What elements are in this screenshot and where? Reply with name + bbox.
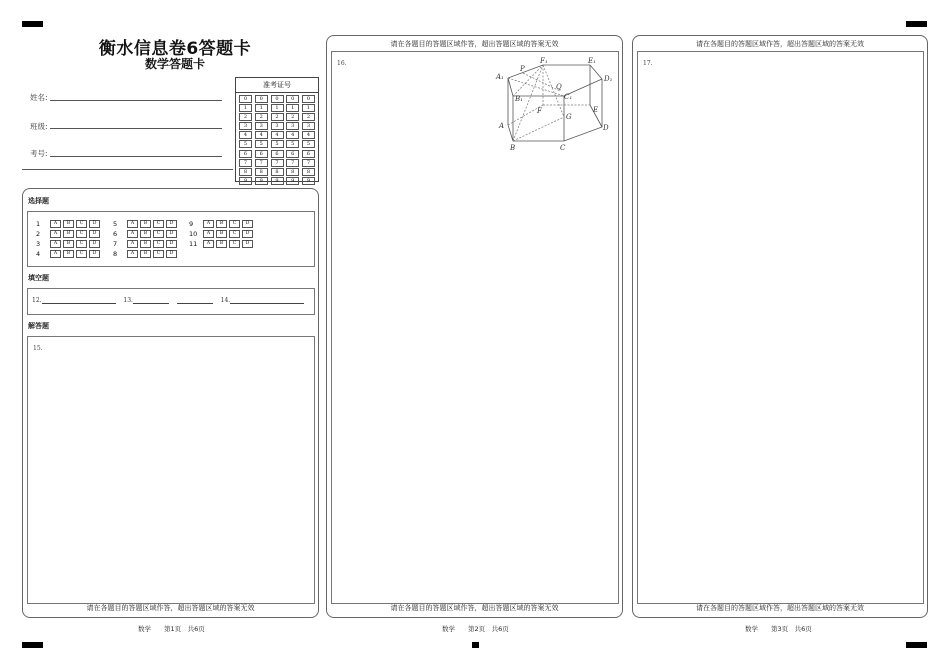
label-a1: A₁ [496, 73, 504, 81]
mcq-option-bubble[interactable]: B [140, 230, 151, 238]
exam-id-bubble[interactable]: 0 [239, 95, 252, 103]
name-label: 姓名: [30, 93, 48, 102]
label-f: F [537, 107, 542, 115]
mcq-option-bubble[interactable]: D [89, 240, 100, 248]
name-field[interactable] [50, 100, 222, 101]
label-b1: B₁ [515, 95, 523, 103]
mcq-option-bubble[interactable]: C [76, 230, 87, 238]
exam-id-bubble[interactable]: 2 [302, 113, 315, 121]
q15-answer-box[interactable] [27, 336, 315, 604]
mcq-option-bubble[interactable]: D [242, 240, 253, 248]
label-g: G [566, 113, 572, 121]
exam-id-bubble[interactable]: 5 [302, 140, 315, 148]
fill-row [32, 296, 304, 304]
mcq-option-bubble[interactable]: C [76, 220, 87, 228]
mcq-option-bubble[interactable]: C [76, 250, 87, 258]
exam-id-bubble[interactable]: 8 [239, 168, 252, 176]
mcq-option-bubble[interactable]: B [63, 220, 74, 228]
mcq-option-bubble[interactable]: B [63, 250, 74, 258]
exam-id-bubble[interactable]: 6 [302, 150, 315, 158]
alignment-mark-top-left [22, 21, 43, 27]
q14-blank[interactable] [230, 296, 304, 304]
exam-id-bubble[interactable]: 9 [286, 177, 299, 185]
exam-id-box [235, 77, 319, 182]
exam-id-bubble[interactable]: 4 [271, 131, 284, 139]
mcq-option-bubble[interactable]: C [153, 240, 164, 248]
page2-warning: 请在各题目的答题区域作答，超出答题区域的答案无效 [390, 604, 559, 612]
exam-id-bubble[interactable]: 9 [271, 177, 284, 185]
mcq-option-bubble[interactable]: B [140, 250, 151, 258]
exam-id-bubble[interactable]: 4 [302, 131, 315, 139]
label-a: A [499, 122, 505, 130]
exam-id-bubble[interactable]: 9 [255, 177, 268, 185]
mcq-question-number: 3 [36, 240, 41, 248]
mcq-option-bubble[interactable]: D [89, 230, 100, 238]
q16-label: 16. [337, 60, 347, 67]
mcq-row [36, 250, 102, 258]
mcq-row [189, 240, 255, 248]
exam-id-bubble[interactable]: 3 [302, 122, 315, 130]
exam-id-bubble[interactable]: 0 [255, 95, 268, 103]
prism-figure [490, 55, 615, 155]
mcq-option-bubble[interactable]: D [242, 230, 253, 238]
label-e1: E₁ [588, 57, 596, 65]
section-fill-title: 填空题 [28, 274, 49, 282]
mcq-option-bubble[interactable]: A [50, 250, 61, 258]
exam-id-bubble[interactable]: 8 [286, 168, 299, 176]
sheet-title: 衡水信息卷6答题卡 [98, 39, 252, 59]
mcq-option-bubble[interactable]: B [63, 240, 74, 248]
mcq-question-number: 5 [113, 220, 118, 228]
class-label: 班级: [30, 122, 48, 131]
mcq-option-bubble[interactable]: C [153, 220, 164, 228]
alignment-mark-top-right [906, 21, 927, 27]
mcq-option-bubble[interactable]: B [140, 240, 151, 248]
label-c1: C₁ [564, 93, 573, 101]
exam-id-bubble[interactable]: 1 [302, 104, 315, 112]
exam-id-bubble[interactable]: 2 [286, 113, 299, 121]
alignment-mark-bottom-left [22, 642, 43, 648]
mcq-question-number: 9 [189, 220, 194, 228]
mcq-option-bubble[interactable]: D [166, 220, 177, 228]
mcq-row [36, 220, 102, 228]
mcq-option-bubble[interactable]: A [50, 240, 61, 248]
exam-id-bubble[interactable]: 6 [271, 150, 284, 158]
exam-id-column [302, 95, 315, 186]
info-divider [22, 169, 233, 170]
exam-id-bubble[interactable]: 1 [286, 104, 299, 112]
section-choice-title: 选择题 [28, 197, 49, 205]
exam-id-bubble[interactable]: 6 [239, 150, 252, 158]
line-bg [513, 117, 564, 141]
line-pq [523, 73, 560, 91]
mcq-question-number: 11 [189, 240, 198, 248]
exam-id-bubble[interactable]: 9 [302, 177, 315, 185]
label-d1: D₁ [604, 75, 613, 83]
section-solve-title: 解答题 [28, 322, 49, 330]
exam-id-grid [236, 93, 318, 186]
page3-warning: 请在各题目的答题区域作答，超出答题区域的答案无效 [696, 604, 864, 612]
mcq-option-bubble[interactable]: B [216, 230, 227, 238]
q13-blank-1[interactable] [133, 296, 169, 304]
page2-footer: 数学 第2页 共6页 [442, 625, 509, 633]
label-f1: F₁ [540, 57, 548, 65]
mcq-option-bubble[interactable]: A [127, 240, 138, 248]
q12-label: 12. [32, 297, 42, 304]
class-field[interactable] [50, 128, 222, 129]
exam-id-bubble[interactable]: 8 [302, 168, 315, 176]
mcq-option-bubble[interactable]: A [50, 220, 61, 228]
mcq-option-bubble[interactable]: A [127, 250, 138, 258]
mcq-option-bubble[interactable]: D [166, 240, 177, 248]
exam-id-bubble[interactable]: 1 [255, 104, 268, 112]
mcq-option-bubble[interactable]: A [203, 240, 214, 248]
mcq-option-bubble[interactable]: B [216, 240, 227, 248]
exam-id-bubble[interactable]: 6 [255, 150, 268, 158]
mcq-option-bubble[interactable]: D [242, 220, 253, 228]
q13-label: 13. [123, 297, 133, 304]
exam-id-bubble[interactable]: 6 [286, 150, 299, 158]
mcq-option-bubble[interactable]: B [63, 230, 74, 238]
mcq-option-bubble[interactable]: C [229, 240, 240, 248]
page3-top-warning: 请在各题目的答题区域作答，超出答题区域的答案无效 [696, 40, 864, 48]
exam-id-bubble[interactable]: 7 [302, 159, 315, 167]
mcq-row [189, 220, 255, 228]
mcq-option-bubble[interactable]: D [166, 250, 177, 258]
mcq-option-bubble[interactable]: D [89, 250, 100, 258]
page2-top-warning: 请在各题目的答题区域作答，超出答题区域的答案无效 [390, 40, 559, 48]
exam-id-bubble[interactable]: 5 [271, 140, 284, 148]
exam-id-bubble[interactable]: 7 [271, 159, 284, 167]
page1-footer: 数学 第1页 共6页 [138, 625, 205, 633]
mcq-row [36, 240, 102, 248]
line-bf1 [513, 65, 543, 141]
exam-id-bubble[interactable]: 3 [255, 122, 268, 130]
alignment-mark-bottom-right [906, 642, 927, 648]
exam-id-column [239, 95, 252, 186]
prism-outline [508, 65, 602, 141]
q15-label: 15. [33, 345, 43, 352]
exam-id-column [286, 95, 299, 186]
mcq-option-bubble[interactable]: A [203, 230, 214, 238]
q12-blank[interactable] [42, 296, 116, 304]
exam-id-bubble[interactable]: 5 [239, 140, 252, 148]
q13-blank-2[interactable] [177, 296, 213, 304]
label-b: B [510, 144, 516, 152]
mcq-question-number: 1 [36, 220, 41, 228]
exam-id-bubble[interactable]: 2 [239, 113, 252, 121]
mcq-question-number: 7 [113, 240, 118, 248]
exam-id-bubble[interactable]: 2 [271, 113, 284, 121]
label-d: D [603, 124, 609, 132]
exam-id-bubble[interactable]: 0 [286, 95, 299, 103]
exam-id-bubble[interactable]: 7 [239, 159, 252, 167]
mcq-row [113, 240, 179, 248]
exam-id-bubble[interactable]: 8 [255, 168, 268, 176]
edge-a1b1 [508, 78, 513, 96]
exam-id-bubble[interactable]: 5 [255, 140, 268, 148]
mcq-option-bubble[interactable]: C [229, 230, 240, 238]
exam-id-bubble[interactable]: 2 [255, 113, 268, 121]
exam-id-column [255, 95, 268, 186]
mcq-question-number: 4 [36, 250, 41, 258]
exam-no-field[interactable] [50, 156, 222, 157]
page1-warning: 请在各题目的答题区域作答，超出答题区域的答案无效 [86, 604, 255, 612]
mcq-option-bubble[interactable]: A [50, 230, 61, 238]
page3-footer: 数学 第3页 共6页 [745, 625, 812, 633]
mcq-option-bubble[interactable]: C [153, 230, 164, 238]
mcq-option-bubble[interactable]: C [229, 220, 240, 228]
mcq-option-bubble[interactable]: C [76, 240, 87, 248]
exam-id-bubble[interactable]: 7 [255, 159, 268, 167]
exam-id-bubble[interactable]: 5 [286, 140, 299, 148]
exam-id-title: 准考证号 [236, 78, 318, 93]
label-p: P [520, 65, 525, 73]
exam-id-bubble[interactable]: 4 [255, 131, 268, 139]
label-q: Q [556, 83, 562, 91]
mcq-option-bubble[interactable]: C [153, 250, 164, 258]
mcq-option-bubble[interactable]: B [216, 220, 227, 228]
exam-id-bubble[interactable]: 8 [271, 168, 284, 176]
mcq-option-bubble[interactable]: A [203, 220, 214, 228]
exam-no-label: 考号: [30, 149, 48, 158]
mcq-option-bubble[interactable]: D [89, 220, 100, 228]
q17-label: 17. [643, 60, 653, 67]
mcq-question-number: 6 [113, 230, 118, 238]
mcq-option-bubble[interactable]: B [140, 220, 151, 228]
mcq-option-bubble[interactable]: A [127, 230, 138, 238]
exam-id-bubble[interactable]: 1 [239, 104, 252, 112]
alignment-mark-bottom-center [472, 642, 479, 648]
mcq-question-number: 8 [113, 250, 118, 258]
mcq-question-number: 10 [189, 230, 198, 238]
exam-id-column [271, 95, 284, 186]
exam-id-bubble[interactable]: 3 [239, 122, 252, 130]
mcq-option-bubble[interactable]: D [166, 230, 177, 238]
mcq-option-bubble[interactable]: A [127, 220, 138, 228]
line-f1g [543, 65, 564, 117]
exam-id-bubble[interactable]: 1 [271, 104, 284, 112]
label-e: E [593, 106, 599, 114]
mcq-row [113, 220, 179, 228]
exam-id-bubble[interactable]: 4 [239, 131, 252, 139]
mcq-row [36, 230, 102, 238]
exam-id-bubble[interactable]: 3 [271, 122, 284, 130]
exam-id-bubble[interactable]: 3 [286, 122, 299, 130]
exam-id-bubble[interactable]: 7 [286, 159, 299, 167]
exam-id-bubble[interactable]: 4 [286, 131, 299, 139]
exam-id-bubble[interactable]: 0 [271, 95, 284, 103]
exam-id-bubble[interactable]: 0 [302, 95, 315, 103]
q17-answer-box[interactable] [637, 51, 924, 604]
mcq-row [113, 230, 179, 238]
line-b1f1 [513, 65, 543, 96]
mcq-question-number: 2 [36, 230, 41, 238]
mcq-row [189, 230, 255, 238]
mcq-row [113, 250, 179, 258]
sheet-subtitle: 数学答题卡 [144, 57, 205, 71]
q14-label: 14. [220, 297, 231, 304]
exam-id-bubble[interactable]: 9 [239, 177, 252, 185]
label-c: C [560, 144, 566, 152]
